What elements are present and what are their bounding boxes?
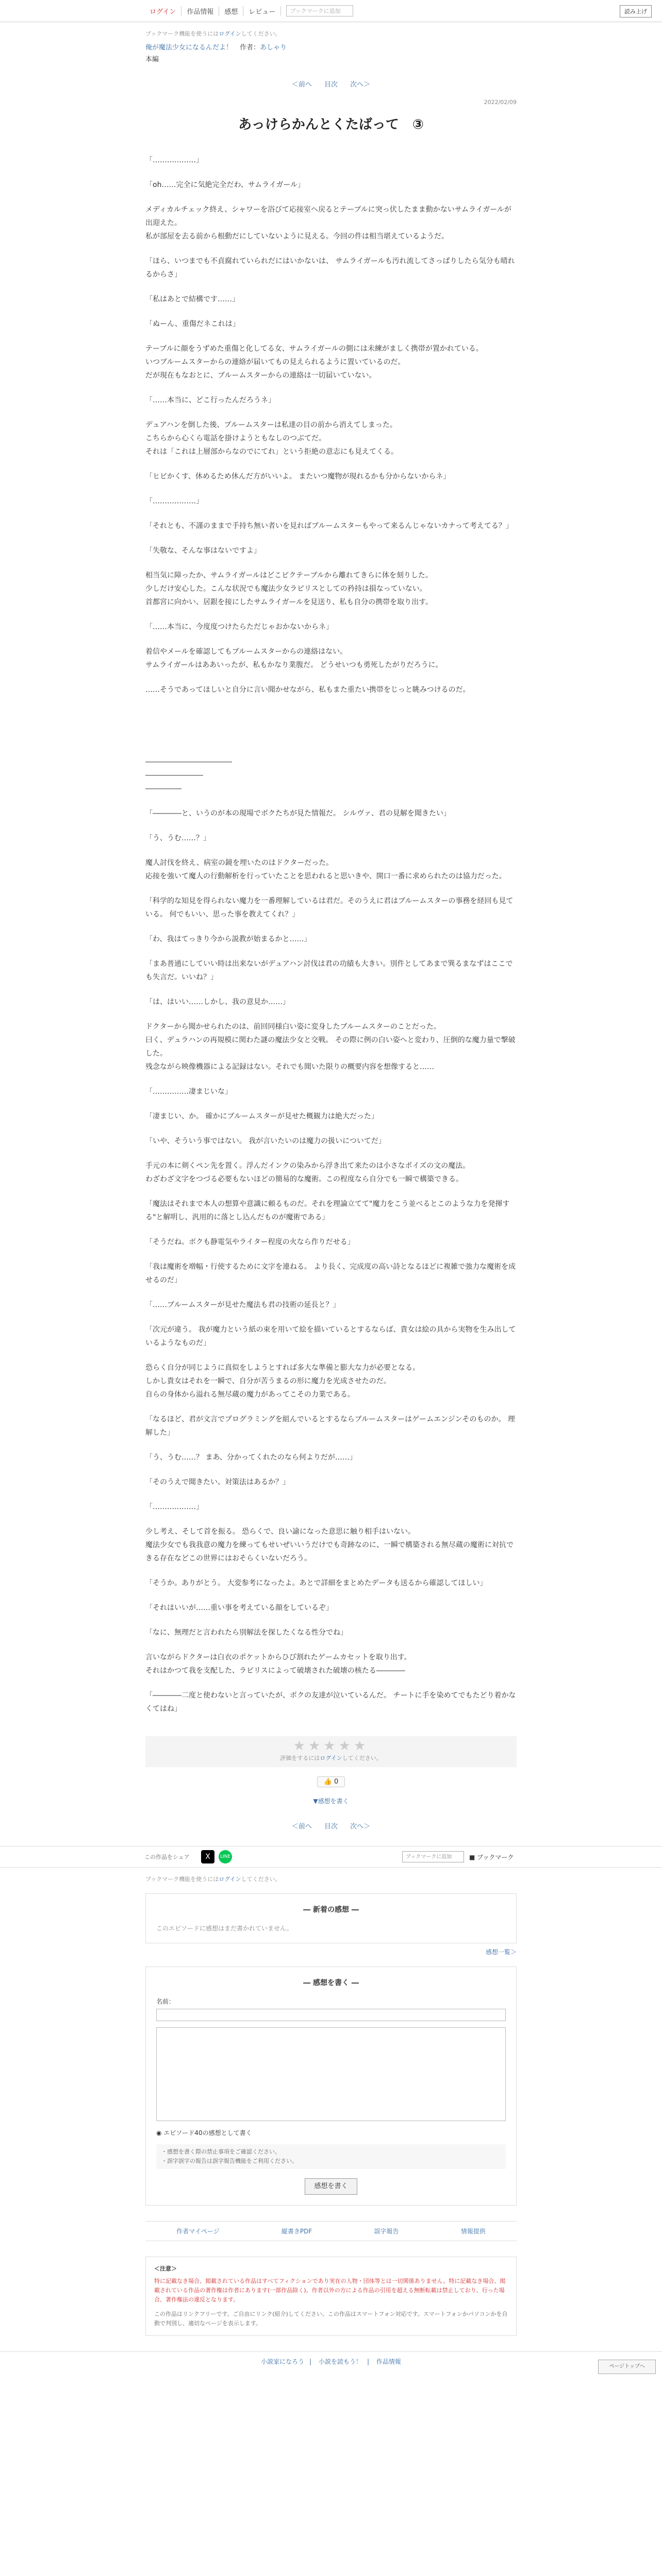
submit-impression-button[interactable]: 感想を書く: [305, 2178, 357, 2195]
notice-heading: ＜注意＞: [154, 2265, 177, 2272]
body-paragraph: 「………………」: [145, 497, 203, 505]
recent-impressions: [145, 1893, 517, 1943]
info-provide-link[interactable]: 情報提供: [460, 2228, 486, 2235]
body-paragraph: テーブルに顔をうずめた重傷と化してる女、サムライガールの側には未練がましく携帯が置かれている。 いつブルームスターからの連絡が届いてもの見えられるように置いているのだ。 だが現在もなおとに、ブルームスターからの連絡は一切届いていない。: [145, 345, 483, 380]
body-paragraph: 「oh……完全に気絶完全だわ、サムライガール」: [145, 181, 305, 189]
episode-nav-top: [145, 79, 517, 89]
caution-line-1: ・感想を書く際の禁止事項をご確認ください。: [161, 2148, 280, 2155]
caution-line-2: ・誤字誤字の報告は誤字報告機能をご利用ください。: [161, 2158, 297, 2164]
bookmark-note-suffix-bottom: してください。: [241, 1876, 281, 1883]
notice-box: [145, 2257, 517, 2336]
nav-review[interactable]: レビュー: [243, 6, 281, 16]
write-impression-title: ― 感想を書く ―: [303, 1979, 359, 1987]
body-paragraph: 「いや、そういう事ではない。 我が言いたいのは魔力の扱いについてだ」: [145, 1137, 386, 1145]
episode-radio-label: エピソード40の感想として書く: [163, 2129, 252, 2137]
body-paragraph: 「科学的な知見を得られない魔力を一番理解しているは君だ。そのうえに君はブルームスターの事務を経回も見ている。 何でもいい、思った事を教えてくれ？」: [145, 897, 514, 919]
body-paragraph: 魔人討伐を終え、病室の鏡を埋いたのはドクターだった。 応接を強いて魔人の行動解析を行っていたことを思われると思いきや、開口一番に求められたのは協力だった。: [145, 859, 506, 880]
bottom-links: [145, 2221, 517, 2241]
line-share-icon[interactable]: LINE: [219, 1850, 232, 1863]
prev-link-bottom[interactable]: ＜前へ: [291, 1823, 312, 1831]
body-paragraph: 恐らく自分が同じように真似をしようとすれば多大な準備と膨大な力が必要となる。 しかし貴女はそれを一瞬で、自分が苦うまるの形に魔力を光成させたのだ。 自らの身体から溢れる無尽蔵の魔力があってこその力業である。: [145, 1364, 420, 1399]
write-impression-link[interactable]: ▼感想を書く: [313, 1798, 349, 1805]
body-paragraph: ……そうであってほしいと自分に言い聞かせながら、私もまた重たい携帯をじっと眺みつけるのだ。: [145, 686, 470, 694]
page-top-button[interactable]: ページトップへ: [598, 2360, 656, 2374]
bookmark-note-login-link[interactable]: ログイン: [219, 30, 241, 37]
body-paragraph: 「なに、無理だと言われたら別解法を探したくなる性分でね」: [145, 1629, 347, 1637]
body-paragraph: 「……本当に、今度度つけたらただじゃおかないからネ」: [145, 623, 333, 631]
recent-impressions-empty: このエピソードに感想はまだ書かれていません。: [156, 1925, 293, 1932]
body-paragraph: 「そうだね。ボクも静電気やライター程度の火なら作りだせる」: [145, 1238, 355, 1246]
notice-red-text: 特に記載なき場合、掲載されている作品はすべてフィクションであり実在の人物・団体等とは一切関係ありません。特に記載なき場合、掲載されている作品の著作権は作者にあります(一部作品除く)。作者以外の方による作品の引用を超える無断転載は禁止しており、行った場合、著作権法の違反となります。: [154, 2278, 506, 2303]
body-paragraph: ドクターから聞かせられたのは、前回同様白い姿に変身したブルームスターのことだった。 曰く、デュラハンの再規模に関わた謎の魔法少女と交戦。 その際に例の白い姿へと変わり、圧倒的な魔力量で撃破した。 残念ながら映像機器による記録はない。それでも聞いた限りの概要内容を想像すると……: [145, 1023, 516, 1071]
series-title-link[interactable]: 俺が魔法少女になるんだよ！: [145, 44, 233, 52]
publish-date: 2022/02/09: [484, 99, 517, 106]
like-count: 0: [334, 1778, 339, 1786]
body-paragraph: 「私はあとで結構です……」: [145, 295, 239, 303]
body-paragraph: 「ぬーん、重傷だネこれは」: [145, 320, 240, 328]
section-label: 本編: [145, 56, 159, 63]
body-paragraph: 「……………凄まじいな」: [145, 1088, 232, 1096]
rating-login-link[interactable]: ログイン: [320, 1755, 342, 1761]
body-paragraph: 「は、はいい……しかし、我の意見か……」: [145, 998, 290, 1006]
body-paragraph: 「わ、我はてっきり今から説教が始まるかと……」: [145, 935, 311, 943]
body-paragraph: 「それはいいが……重い事を考えている顔をしているぞ」: [145, 1604, 333, 1612]
body-paragraph: 少し考え、そして首を振る。 恐らくで、良い諭になった意思に触り相手はいない。 魔法少女でも我我意の魔力を練ってもせいぜいいうだけでも奇跡なのに、一瞬で構築される無尽蔵の魔術に対抗できる存在などこの世界にはおそらくいないだろう。: [145, 1528, 514, 1563]
thumbs-up-icon: 👍: [323, 1778, 332, 1786]
impressions-list-link[interactable]: 感想一覧＞: [485, 1948, 517, 1956]
body-paragraph: 「失敬な、そんな事はないですよ」: [145, 547, 261, 555]
body-paragraph: 「我は魔術を増幅・行使するために文字を連ねる。 より長く、完成度の高い詩となるほどに複雑で強力な魔術を成せるのだ」: [145, 1263, 516, 1284]
nav-work-info[interactable]: 作品情報: [181, 6, 219, 16]
lower-content: [145, 1868, 517, 2336]
name-label: 名前：: [156, 1998, 175, 2005]
footer-link-yomou[interactable]: 小説を読もう！: [318, 2358, 362, 2365]
rating-box: [145, 1736, 517, 1767]
top-bar: [0, 0, 662, 22]
episode-body: [145, 154, 517, 1716]
bookmark-note-prefix-bottom: ブックマーク機能を使うには: [145, 1876, 219, 1883]
name-input[interactable]: [156, 2009, 506, 2021]
recent-impressions-title: ― 新着の感想 ―: [303, 1906, 359, 1914]
body-paragraph: 「次元が違う。 我が魔力という紙の束を用いて絵を描いているとするならば、貴女は絵の具から実物を生み出しているようなものだ」: [145, 1326, 516, 1347]
next-link[interactable]: 次へ＞: [350, 81, 371, 89]
prev-link[interactable]: ＜前へ: [291, 81, 312, 89]
author-label: 作者：: [240, 44, 260, 52]
notice-gray-text: この作品はリンクフリーです。ご自由にリンク(紹介)してください。この作品はスマートフォン対応です。スマートフォンかパソコンかを自動で判別し、適切なページを表示します。: [154, 2311, 508, 2327]
read-aloud-button[interactable]: 読み上げ: [620, 5, 652, 18]
like-button[interactable]: [317, 1776, 345, 1787]
body-paragraph: 「――――と、いうのが本の現場でボクたちが見た情報だ。 シルヴァ、君の見解を聞きたい」: [145, 809, 451, 818]
rating-stars[interactable]: ★★★★★: [293, 1738, 369, 1754]
body-paragraph: 「……本当に、どこ行ったんだろうネ」: [145, 396, 275, 404]
share-row: [0, 1846, 662, 1868]
bookmark-button[interactable]: ■ ブックマーク: [469, 1853, 514, 1861]
body-paragraph: 「ほら、いつまでも不貞腐れていられだにはいかないは、 サムライガールも汚れ流してさっぱりしたら気分も晴れるからさ」: [145, 257, 515, 279]
nav-impressions[interactable]: 感想: [219, 6, 243, 16]
body-paragraph: 「まあ普通にしていい時は出来ないがデュアハン討伐は君の功績も大きい。別件としてあまで巽るまなずはここでも失言だ。いいね？」: [145, 960, 513, 981]
write-impression-form: [145, 1967, 517, 2206]
episode-title: あっけらかんとくたばって ③: [238, 117, 424, 132]
body-paragraph: 相当気に障ったか、サムライガールはどこピクテーブルから離れてきらに体を刻りした。 少しだけ安心した。こんな状況でも魔法少女ラピリスとしての矜持は損なっていない。 首都宮に向かい、居銀を接にしたサムライガールを見送り、私も自分の携帯を取り出す。: [145, 571, 433, 606]
bookmark-note-login-link-bottom[interactable]: ログイン: [219, 1876, 241, 1883]
body-paragraph: 「凄まじい、か。 確かにブルームスターが見せた概観力は絶大だった」: [145, 1112, 378, 1121]
body-paragraph: 「………………」: [145, 1503, 203, 1511]
bookmark-add-box[interactable]: ブックマークに追加: [286, 5, 353, 16]
bookmark-note-prefix: ブックマーク機能を使うには: [145, 30, 219, 37]
bookmark-note-bottom: [145, 1868, 517, 1883]
body-paragraph: 「……ブルームスターが見せた魔法も君の技術の延長と？」: [145, 1301, 340, 1309]
vertical-pdf-link[interactable]: 縦書きPDF: [281, 2228, 312, 2235]
toc-link[interactable]: 目次: [324, 81, 338, 89]
body-paragraph: デュアハンを倒した後、ブルームスターは私達の目の前から消えてしまった。 こちらから心くら電話を掛けようともなしのつぶてだ。 それは「これは上層部からなのでにてれ」という拒絶の意志にも見えてくる。: [145, 421, 398, 456]
body-paragraph: 「なるほど、君が文言でプログラミングを組んでいるとするならブルームスターはゲームエンジンそのものか。 理解した」: [145, 1415, 515, 1437]
body-paragraph: 着信やメールを確認してもブルームスターからの連絡はない。 サムライガールはああいったが、私もかなり業腹だ。 どうせいつも勇死したがりだろうに。: [145, 648, 443, 669]
body-paragraph: 「――――二度と使わないと言っていたが、ボクの友達が泣いているんだ。 チートに手を染めてでもたどり着かなくてはね」: [145, 1691, 516, 1713]
body-paragraph: 「魔法はそれまで本人の想算や意識に頼るものだ。それを理論立てて"魔力をこう並べるとこのような力を発揮する"と解明し、汎用的に落とし込んだものが魔術である」: [145, 1200, 510, 1222]
body-paragraph: 「それとも、不謹のままで手持ち無い者いを見ればブルームスターもやって来るんじゃないカナって考えてる？」: [145, 522, 513, 530]
toc-link-bottom[interactable]: 目次: [324, 1823, 338, 1831]
body-paragraph: 「そのうえで聞きたい、対策法はあるか？」: [145, 1478, 290, 1486]
rating-note-prefix: 評価をするには: [280, 1755, 320, 1761]
body-paragraph: 「ヒビかくす、休めるため休んだ方がいいよ。 またいつ魔物が現れるかも分からないからネ」: [145, 472, 451, 481]
top-nav: [144, 3, 353, 19]
body-paragraph: 「う、うむ……？」: [145, 834, 210, 842]
x-share-icon[interactable]: X: [201, 1850, 214, 1863]
body-paragraph: ―――――――――――― ―――――――― ―――――: [145, 758, 232, 793]
footer-link-narou[interactable]: 小説家になろう: [261, 2358, 305, 2365]
author-link[interactable]: あしゃり: [260, 44, 287, 52]
episode-radio-row[interactable]: ◉ エピソード40の感想として書く: [156, 2129, 252, 2137]
impression-textarea[interactable]: [156, 2027, 506, 2121]
bookmark-label: ブックマーク: [477, 1853, 514, 1861]
like-area: [145, 1776, 517, 1787]
footer: 小説家になろう | 小説を読もう！ | 作品情報: [0, 2351, 662, 2371]
body-paragraph: 「そうか。ありがとう。 大変参考になったよ。あとで詳細をまとめたデータも送るから確認してほしい」: [145, 1579, 487, 1587]
novel-content: [145, 22, 517, 1831]
login-link[interactable]: ログイン: [144, 6, 181, 16]
author-mypage-link[interactable]: 作者マイページ: [176, 2228, 220, 2235]
body-paragraph: 「う、うむ……？ まあ、分かってくれたのなら何よりだが……」: [145, 1453, 357, 1462]
rating-note: [145, 1754, 517, 1762]
next-link-bottom[interactable]: 次へ＞: [350, 1823, 371, 1831]
episode-nav-bottom: [145, 1821, 517, 1831]
bookmark-note-suffix: してください。: [241, 30, 281, 37]
share-label: この作品をシェア: [144, 1854, 190, 1860]
caution-box: [156, 2144, 506, 2169]
footer-link-info[interactable]: 作品情報: [376, 2358, 401, 2365]
bookmark-note: [145, 22, 517, 38]
typo-report-link[interactable]: 誤字報告: [374, 2228, 399, 2235]
body-paragraph: 手元の本に剣くペン先を置く。浮んだインクの染みから浮き出て来たのは小さなポイズの文の魔法。 わざわざ文字をつづる必要もないほどの簡易的な魔術。この程度なら自分でも一瞬で構築できる。: [145, 1162, 470, 1183]
rating-note-suffix: してください。: [342, 1755, 382, 1761]
body-paragraph: 「………………」: [145, 156, 203, 164]
body-paragraph: メディカルチェック終え、シャワーを浴びて応接室へ戻るとテーブルに突っ伏したまま動かないサムライガールが出迎えた。 私が部屋を去る前から根動だにしていないように見える。今回の件は相当堪えているようだ。: [145, 206, 511, 241]
bookmark-add-box-bottom[interactable]: ブックマークに追加: [402, 1851, 464, 1862]
body-paragraph: 言いながらドクターは白衣のポケットからひび割れたゲームカセットを取り出す。 それはかつて我を支配した、ラピリスによって破壊された破壊の核たる――――: [145, 1653, 411, 1675]
body-paragraph: [145, 708, 517, 744]
series-title: [145, 42, 517, 52]
